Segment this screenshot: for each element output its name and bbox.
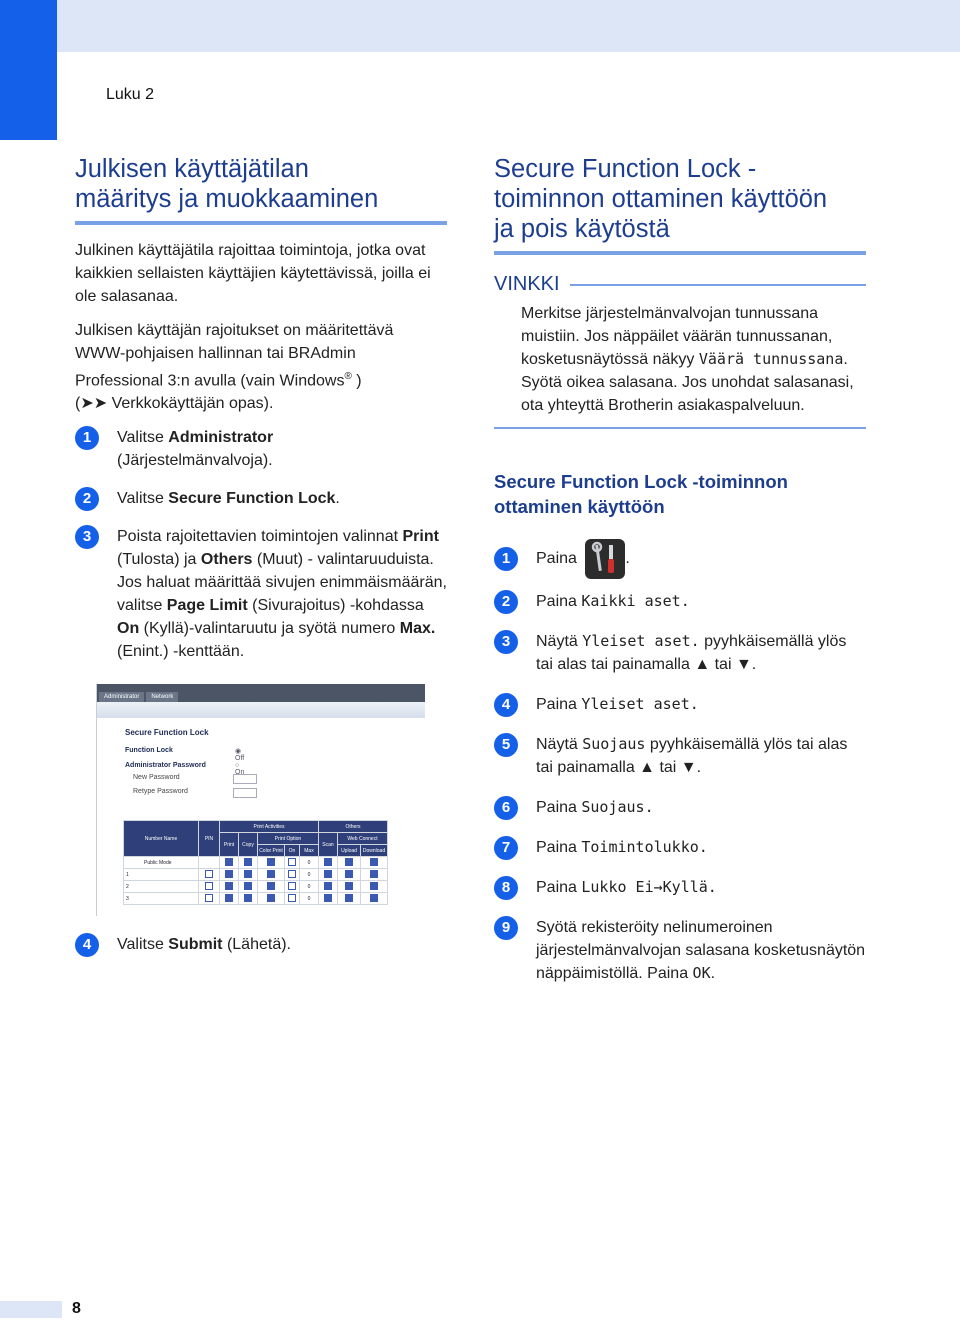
function-lock-label: Function Lock xyxy=(125,747,173,754)
tab-network: Network xyxy=(146,692,178,702)
step-number: 8 xyxy=(494,876,518,900)
right-column xyxy=(494,154,866,985)
screenshot-form: Secure Function Lock Function Lock ◉ Off ○ On Administrator Password New Password Retype Password xyxy=(125,728,209,802)
right-step-1: 1 Paina . xyxy=(494,539,866,579)
right-step-9: 9 Syötä rekisteröity nelinumeroinen järjestelmänvalvojan salasana kosketusnäytön näppäimistöllä. Paina OK. xyxy=(494,916,866,985)
title-rule xyxy=(75,221,447,225)
right-step-6: 6 Paina Suojaus. xyxy=(494,796,866,819)
intro-paragraph: Julkinen käyttäjätila rajoittaa toimintoja, jotka ovat kaikkien sellaisten käyttäjien käytettävissä, joilla ei ole salasanaa. xyxy=(75,242,431,305)
note-rule xyxy=(494,427,866,429)
step-number: 9 xyxy=(494,916,518,940)
left-step-2: 2 Valitse Secure Function Lock. xyxy=(75,487,447,510)
chapter-side-tab xyxy=(0,0,57,140)
page-number: 8 xyxy=(72,1300,81,1317)
top-band xyxy=(0,0,960,52)
step-number: 1 xyxy=(494,547,518,571)
right-step-5: 5 Näytä Suojaus pyyhkäisemällä ylös tai alas tai painamalla ▲ tai ▼. xyxy=(494,733,866,779)
step-number: 5 xyxy=(494,733,518,757)
left-step-4: 4 Valitse Submit (Lähetä). xyxy=(75,933,489,956)
step-number: 7 xyxy=(494,836,518,860)
footer-band xyxy=(0,1301,62,1318)
screenshot-tabs xyxy=(97,684,425,702)
right-section-title: Secure Function Lock - toiminnon ottaminen käyttöön ja pois käytöstä xyxy=(494,155,828,243)
right-step-2: 2 Paina Kaikki aset. xyxy=(494,590,866,613)
left-step-1: 1 Valitse Administrator (Järjestelmänvalvoja). xyxy=(75,426,447,472)
title-rule xyxy=(494,251,866,255)
subsection-title: Secure Function Lock -toiminnon ottaminen käyttöön xyxy=(494,471,788,517)
tab-administrator: Administrator xyxy=(99,692,144,702)
right-step-7: 7 Paina Toimintolukko. xyxy=(494,836,866,859)
note-title: VINKKI xyxy=(494,273,560,295)
left-section-title: Julkisen käyttäjätilan määritys ja muokkaaminen xyxy=(75,155,379,213)
note-body: Merkitse järjestelmänvalvojan tunnussana muistiin. Jos näppäilet väärän tunnussanan, kosketusnäytössä näkyy Väärä tunnussana. Syötä oikea salasana. Jos unohdat salasanasi, ota yhteyttä Brotherin asiakaspalveluun. xyxy=(521,305,854,414)
right-step-8: 8 Paina Lukko Ei→Kyllä. xyxy=(494,876,866,899)
restriction-paragraph: Julkisen käyttäjän rajoitukset on määritettävä WWW-pohjaisen hallinnan tai BRAdmin Professional 3:n avulla (vain Windows® ) (➤➤ Verkkokäyttäjän opas). xyxy=(75,322,394,413)
right-step-4: 4 Paina Yleiset aset. xyxy=(494,693,866,716)
left-step-3: 3 Poista rajoitettavien toimintojen valinnat Print (Tulosta) ja Others (Muut) - valintaruuduista. Jos haluat määrittää sivujen enimmäismäärän, valitse Page Limit (Sivurajoitus) -kohdassa On (Kyllä)-valintaruutu ja syötä numero Max. (Enint.) -kenttään. xyxy=(75,525,447,663)
step-number: 3 xyxy=(75,525,99,549)
step-number: 6 xyxy=(494,796,518,820)
chapter-label: Luku 2 xyxy=(106,86,155,103)
step-number: 4 xyxy=(75,933,99,957)
function-lock-table: Number Name PIN Print Activities Others Print Copy Print Option Scan Web Connect Color Print On Max Upload Download Public Mode 0 1 0 2 0 3 0 xyxy=(123,820,388,905)
subsection xyxy=(494,469,866,519)
settings-tools-icon xyxy=(585,539,625,579)
step-number: 3 xyxy=(494,630,518,654)
step-number: 1 xyxy=(75,426,99,450)
step-number: 2 xyxy=(494,590,518,614)
right-step-3: 3 Näytä Yleiset aset. pyyhkäisemällä ylös tai alas tai painamalla ▲ tai ▼. xyxy=(494,630,866,676)
screenshot-title: Secure Function Lock xyxy=(125,728,209,737)
web-ui-screenshot xyxy=(96,684,425,916)
step-number: 2 xyxy=(75,487,99,511)
step-number: 4 xyxy=(494,693,518,717)
left-column xyxy=(75,154,447,663)
note-header xyxy=(494,273,866,296)
